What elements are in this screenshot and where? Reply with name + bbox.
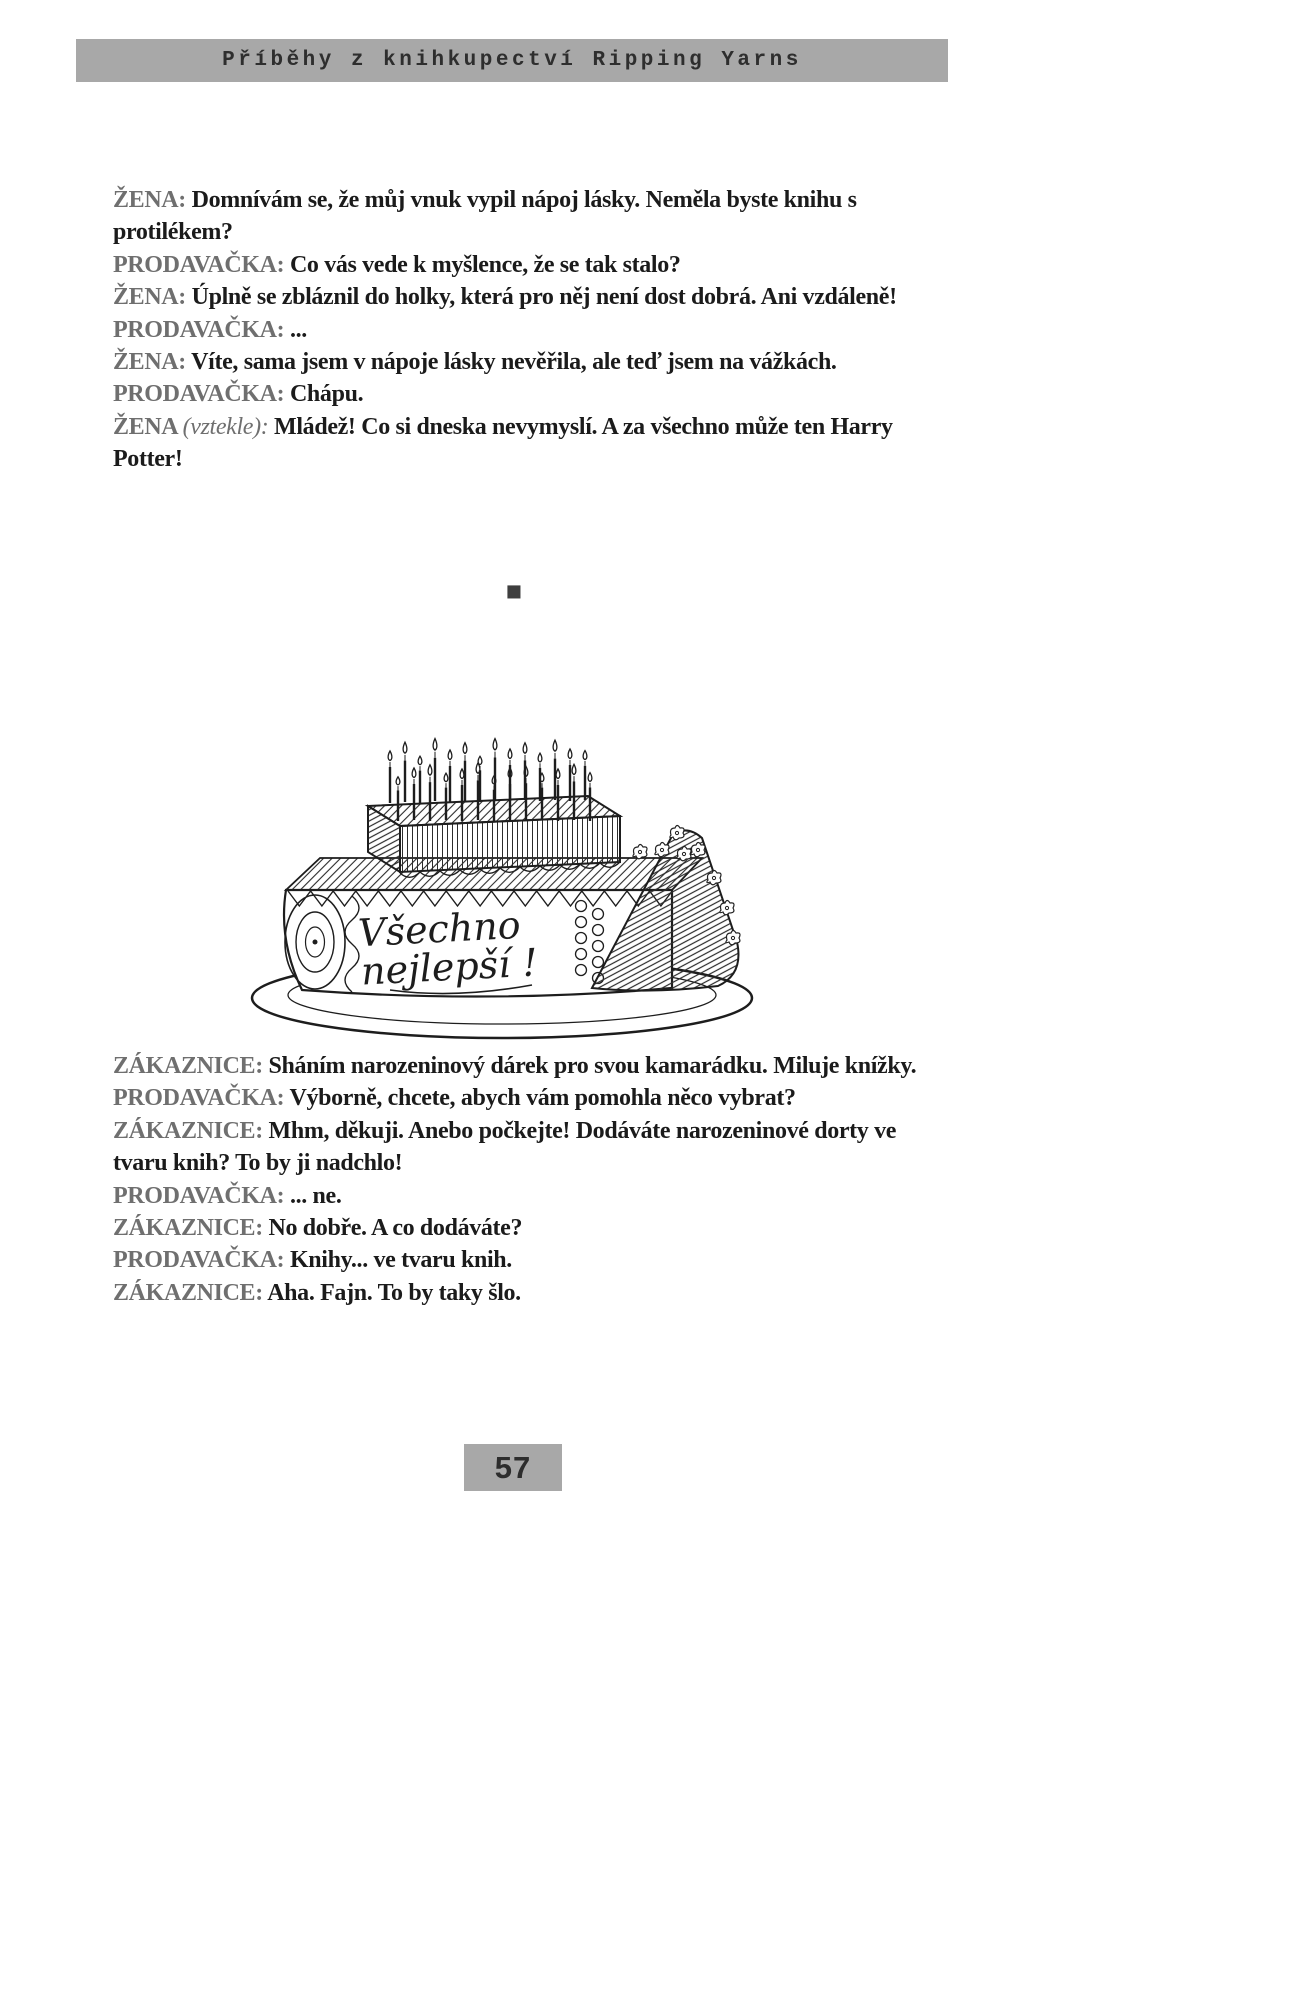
speaker-name: PRODAVAČKA: bbox=[113, 251, 285, 278]
speaker-name: ZÁKAZNICE: bbox=[113, 1053, 263, 1079]
dialogue-line bbox=[113, 411, 925, 476]
speaker-name: PRODAVAČKA: bbox=[113, 316, 285, 343]
page-number-box bbox=[464, 1444, 562, 1491]
dialogue-text: Výborně, chcete, abych vám pomohla něco vybrat? bbox=[289, 1085, 796, 1112]
dialogue-line bbox=[113, 1082, 925, 1114]
dialogue-line bbox=[113, 1050, 925, 1082]
cake-greeting bbox=[357, 903, 539, 994]
speaker-name: ŽENA: bbox=[113, 284, 186, 311]
speaker-name: ŽENA: bbox=[113, 349, 186, 376]
dialogue-scene-2 bbox=[113, 1050, 925, 1309]
cake-greeting-line1: Všechno bbox=[357, 902, 522, 956]
dialogue-text: ... ne. bbox=[289, 1182, 342, 1209]
dialogue-line bbox=[113, 1212, 925, 1244]
speaker-name: PRODAVAČKA: bbox=[113, 1085, 285, 1112]
dialogue-line bbox=[113, 249, 925, 281]
section-divider: ■ bbox=[505, 576, 523, 606]
dialogue-line bbox=[113, 378, 925, 410]
dialogue-line bbox=[113, 281, 925, 313]
speaker-name: PRODAVAČKA: bbox=[113, 1182, 285, 1209]
speaker-name: PRODAVAČKA: bbox=[113, 1247, 285, 1274]
page-number: 57 bbox=[494, 1449, 532, 1485]
speaker-name: ŽENA: bbox=[113, 187, 186, 213]
dialogue-text: Aha. Fajn. To by taky šlo. bbox=[267, 1279, 521, 1306]
speaker-name: PRODAVAČKA: bbox=[113, 381, 285, 408]
dialogue-text: Víte, sama jsem v nápoje lásky nevěřila, ale teď jsem na vážkách. bbox=[191, 349, 837, 376]
dialogue-line bbox=[113, 1244, 925, 1276]
dialogue-text: Mládež! Co si dneska nevymyslí. A za všechno může ten Harry Potter! bbox=[113, 413, 893, 473]
dialogue-line bbox=[113, 346, 925, 378]
speaker-name: ŽENA bbox=[113, 413, 177, 440]
speaker-name: ZÁKAZNICE: bbox=[113, 1279, 263, 1306]
dialogue-text: Knihy... ve tvaru knih. bbox=[289, 1247, 512, 1274]
dialogue-text: No dobře. A co dodáváte? bbox=[268, 1215, 523, 1242]
dialogue-line bbox=[113, 184, 925, 249]
dialogue-line bbox=[113, 314, 925, 346]
dialogue-text: ... bbox=[289, 316, 307, 343]
speaker-name: ZÁKAZNICE: bbox=[113, 1117, 263, 1144]
dialogue-text: Sháním narozeninový dárek pro svou kamarádku. Miluje knížky. bbox=[268, 1053, 917, 1079]
dialogue-text: Chápu. bbox=[289, 381, 364, 408]
dialogue-line bbox=[113, 1277, 925, 1309]
dialogue-text: Co vás vede k myšlence, že se tak stalo? bbox=[289, 251, 681, 278]
dialogue-text: Mhm, děkuji. Anebo počkejte! Dodáváte narozeninové dorty ve tvaru knih? To by ji nadchlo! bbox=[113, 1117, 897, 1177]
dialogue-text: Úplně se zbláznil do holky, která pro něj není dost dobrá. Ani vzdáleně! bbox=[191, 284, 897, 311]
book-title: Příběhy z knihkupectví Ripping Yarns bbox=[222, 49, 802, 72]
illustration-container bbox=[240, 700, 765, 1045]
birthday-cake-illustration bbox=[240, 700, 765, 1045]
speaker-name: ZÁKAZNICE: bbox=[113, 1215, 263, 1242]
dialogue-line bbox=[113, 1115, 925, 1180]
dialogue-line bbox=[113, 1180, 925, 1212]
stage-direction: (vztekle): bbox=[182, 413, 269, 440]
dialogue-scene-1 bbox=[113, 184, 925, 476]
running-head-bar bbox=[76, 39, 948, 82]
dialogue-text: Domnívám se, že můj vnuk vypil nápoj lásky. Neměla byste knihu s protilékem? bbox=[113, 187, 857, 246]
cake-greeting-line2: nejlepší ! bbox=[359, 940, 539, 994]
